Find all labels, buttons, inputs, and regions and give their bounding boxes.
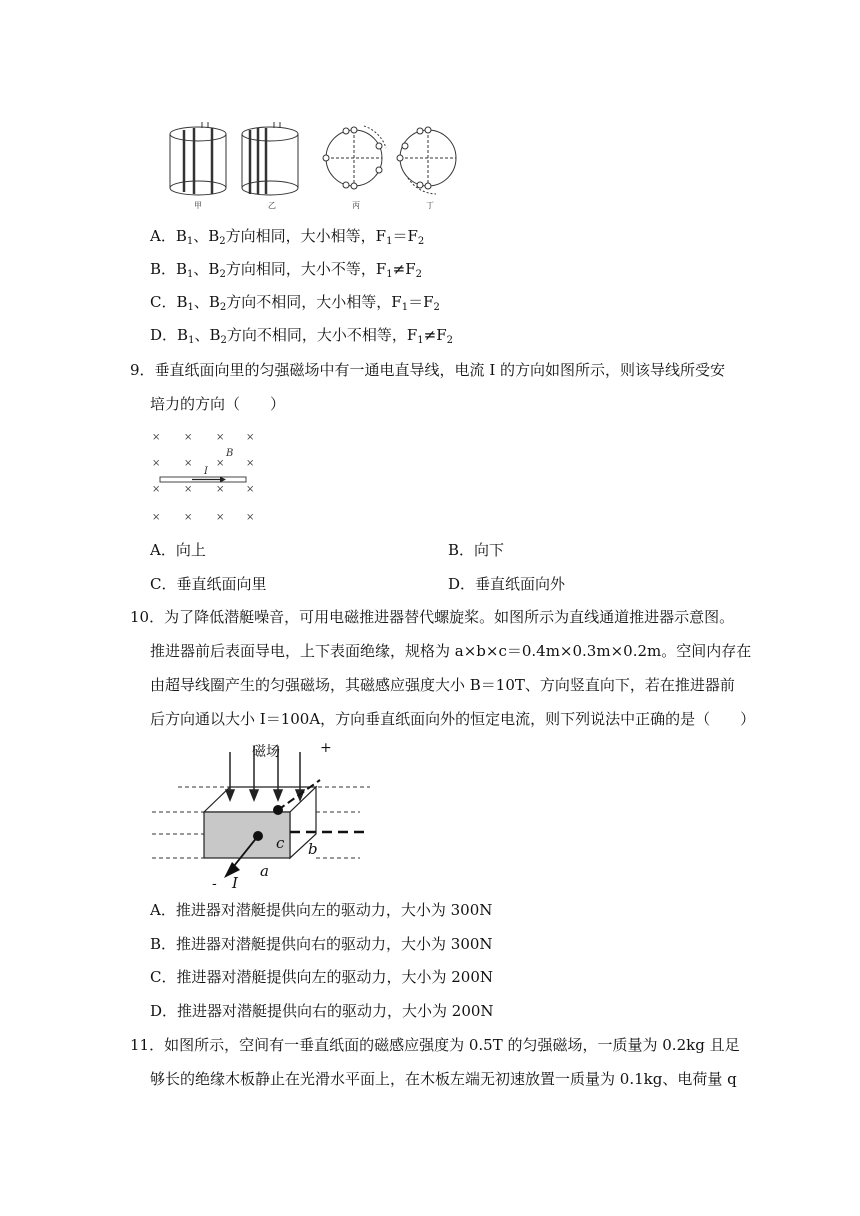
svg-text:×: × bbox=[246, 484, 255, 495]
svg-text:×: × bbox=[152, 458, 161, 469]
q10-option-a: A．推进器对潜艇提供向左的驱动力，大小为 300N bbox=[150, 901, 493, 919]
dim-label-c: c bbox=[276, 834, 285, 852]
current-label-i: I bbox=[204, 466, 208, 477]
fig-label-ding: 丁 bbox=[426, 201, 434, 210]
svg-text:×: × bbox=[184, 512, 193, 523]
q8-option-c: C．$B_1$、$B_2$方向不相同，大小相等，$F_1=F_2$ bbox=[150, 293, 440, 313]
q10-stem-line2: 推进器前后表面导电，上下表面绝缘，规格为 a×b×c＝0.4m×0.3m×0.2m。空间内存在 bbox=[150, 642, 752, 660]
q10-stem-line1: 10．为了降低潜艇噪音，可用电磁推进器替代螺旋桨。如图所示为直线通道推进器示意图。 bbox=[130, 608, 735, 626]
q11-stem-line2: 够长的绝缘木板静止在光滑水平面上，在木板左端无初速放置一质量为 0.1kg、电荷量 q bbox=[150, 1070, 737, 1088]
q9-option-c: C．垂直纸面向里 bbox=[150, 575, 267, 593]
svg-text:×: × bbox=[184, 484, 193, 495]
q10-stem-line3: 由超导线圈产生的匀强磁场，其磁感应强度大小 B＝10T、方向竖直向下，若在推进器前 bbox=[150, 676, 735, 694]
q8-option-d: D．$B_1$、$B_2$方向不相同，大小不相等，$F_1\ne F_2$ bbox=[150, 326, 453, 346]
cylinder-jia bbox=[170, 122, 226, 195]
q9-option-d: D．垂直纸面向外 bbox=[448, 575, 566, 593]
fig-label-yi: 乙 bbox=[268, 201, 276, 210]
svg-text:×: × bbox=[246, 512, 255, 523]
svg-text:×: × bbox=[246, 458, 255, 469]
circle-bing bbox=[323, 126, 386, 189]
q10-figure bbox=[148, 738, 378, 892]
dim-label-a: a bbox=[260, 862, 269, 880]
svg-text:×: × bbox=[246, 432, 255, 443]
q9-stem-line2: 培力的方向（ ） bbox=[150, 395, 286, 413]
dim-label-b: b bbox=[308, 840, 318, 858]
field-label: 磁场 bbox=[252, 744, 280, 760]
svg-text:×: × bbox=[184, 432, 193, 443]
q10-stem-line4: 后方向通以大小 I＝100A，方向垂直纸面向外的恒定电流，则下列说法中正确的是（ ） bbox=[150, 710, 756, 728]
q10-option-b: B．推进器对潜艇提供向右的驱动力，大小为 300N bbox=[150, 935, 493, 953]
current-label-i: I bbox=[232, 874, 238, 892]
svg-text:×: × bbox=[152, 484, 161, 495]
q9-stem-line1: 9．垂直纸面向里的匀强磁场中有一通电直导线，电流 I 的方向如图所示，则该导线所受安 bbox=[130, 361, 726, 379]
svg-text:×: × bbox=[152, 432, 161, 443]
cylinder-yi bbox=[242, 122, 298, 195]
fig-label-bing: 丙 bbox=[352, 201, 360, 210]
q10-option-c: C．推进器对潜艇提供向左的驱动力，大小为 200N bbox=[150, 968, 494, 986]
q10-option-d: D．推进器对潜艇提供向右的驱动力，大小为 200N bbox=[150, 1002, 494, 1020]
svg-text:×: × bbox=[216, 458, 225, 469]
field-label-b: B bbox=[226, 448, 234, 459]
q9-option-b: B．向下 bbox=[448, 541, 505, 559]
q8-option-a: A．$B_1$、$B_2$方向相同，大小相等，$F_1=F_2$ bbox=[150, 227, 425, 247]
svg-text:×: × bbox=[216, 512, 225, 523]
svg-text:×: × bbox=[152, 512, 161, 523]
fig-label-jia: 甲 bbox=[194, 201, 202, 210]
svg-text:×: × bbox=[184, 458, 193, 469]
svg-text:×: × bbox=[216, 432, 225, 443]
q9-option-a: A．向上 bbox=[150, 541, 206, 559]
q8-option-b: B．$B_1$、$B_2$方向相同，大小不等，$F_1\ne F_2$ bbox=[150, 260, 422, 280]
circle-ding bbox=[397, 127, 456, 194]
minus-label: - bbox=[212, 876, 217, 892]
svg-text:×: × bbox=[216, 484, 225, 495]
q11-stem-line1: 11．如图所示，空间有一垂直纸面的磁感应强度为 0.5T 的匀强磁场，一质量为 0.2kg 且足 bbox=[130, 1036, 740, 1054]
plus-terminal bbox=[273, 805, 283, 815]
plus-label: + bbox=[320, 740, 332, 756]
q8-figure bbox=[158, 112, 464, 212]
q9-figure bbox=[148, 426, 260, 526]
